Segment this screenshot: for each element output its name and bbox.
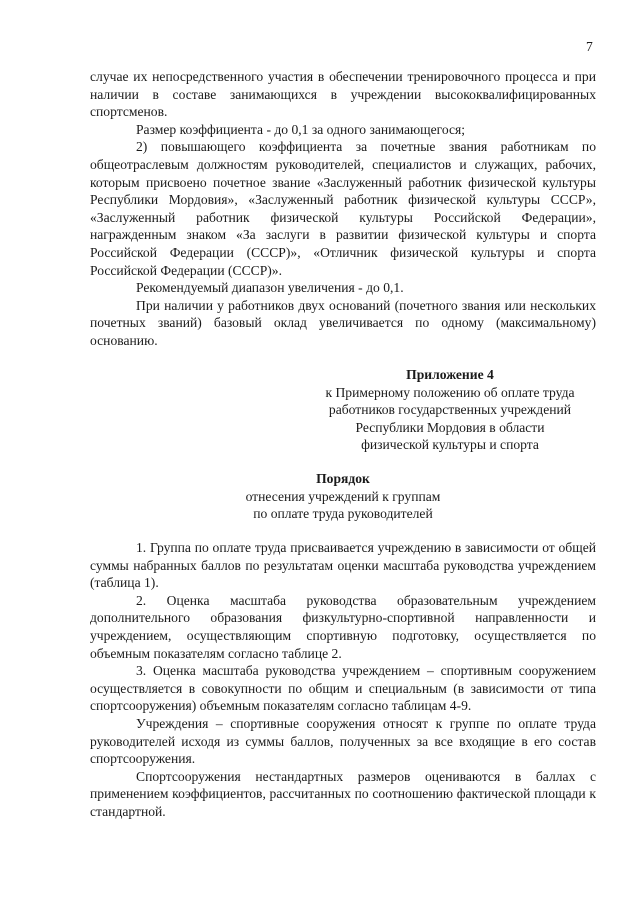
section-order-text	[90, 539, 596, 821]
order-heading	[90, 470, 596, 523]
paragraph: Учреждения – спортивные сооружения относят к группе по оплате труда руководителей исходя из суммы баллов, полученных за все входящие в его состав спортсооружения.	[90, 715, 596, 767]
section-coefficients	[90, 68, 596, 350]
paragraph: 2. Оценка масштаба руководства образовательным учреждением дополнительного образования физкультурно-спортивной направленности и учреждением, осуществляющим спортивную подготовку, осуществляется по объемным показателям согласно таблице 2.	[90, 592, 596, 661]
appendix-line: физической культуры и спорта	[361, 437, 539, 453]
appendix-line: к Примерному положению об оплате труда	[325, 384, 575, 400]
appendix-header	[300, 366, 600, 454]
paragraph: 2) повышающего коэффициента за почетные звания работникам по общеотраслевым должностям руководителей, специалистов и служащих, рабочих, которым присвоено почетное звание «Заслуженный работник физической культуры Республики Мордовия», «Заслуженный работник физической культуры СССР», «Заслуженный работник физической культуры Российской Федерации», награжденным знаком «За заслуги в развитии физической культуры и спорта Российской Федерации (СССР)», «Отличник физической культуры и спорта Российской Федерации (СССР)».	[90, 139, 596, 278]
appendix-line: Республики Мордовия в области	[355, 419, 545, 435]
paragraph: При наличии у работников двух оснований (почетного звания или нескольких почетных званий) базовый оклад увеличивается по одному (максимальному) основанию.	[90, 297, 596, 348]
appendix-line: работников государственных учреждений	[328, 402, 572, 418]
paragraph: Рекомендуемый диапазон увеличения - до 0,1.	[136, 280, 404, 296]
paragraph: Размер коэффициента - до 0,1 за одного занимающегося;	[136, 121, 466, 137]
order-subtitle-line: отнесения учреждений к группам	[245, 488, 441, 504]
paragraph: 3. Оценка масштаба руководства учреждением – спортивным сооружением осуществляется в совокупности по общим и специальным (в зависимости от типа спортсооружения) объемным показателям согласно таблицам 4-9.	[90, 663, 596, 714]
paragraph: случае их непосредственного участия в обеспечении тренировочного процесса и при наличии в составе занимающихся в учреждении высококвалифицированных спортсменов.	[90, 69, 596, 120]
paragraph: Спортсооружения нестандартных размеров оцениваются в баллах с применением коэффициентов, рассчитанных по соотношению фактической площади к стандартной.	[90, 768, 596, 819]
order-subtitle-line: по оплате труда руководителей	[253, 506, 433, 522]
paragraph: 1. Группа по оплате труда присваивается учреждению в зависимости от общей суммы набранных баллов по результатам оценки масштаба руководства учреждением (таблица 1).	[90, 540, 596, 591]
order-title: Порядок	[316, 471, 370, 486]
appendix-title: Приложение 4	[406, 367, 494, 382]
page-number: 7	[586, 39, 593, 54]
